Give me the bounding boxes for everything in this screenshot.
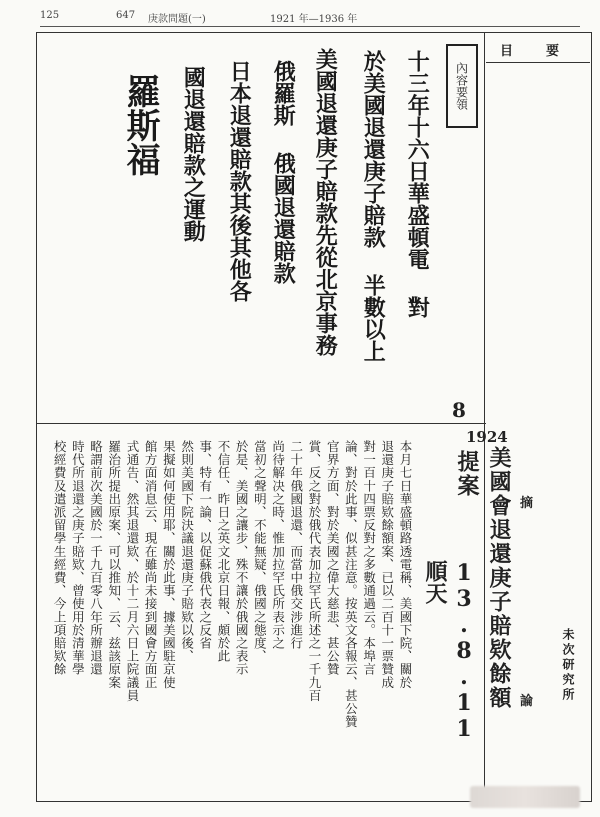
institute-stamp: 未次研究所 — [561, 628, 575, 703]
sidebar-header — [486, 34, 590, 63]
article-column: 不信任、昨日之英文北京日報、頗於此 — [215, 440, 231, 663]
sidebar-label-lun: 論 — [520, 694, 534, 709]
document-number: 647 — [116, 10, 136, 21]
sidebar-label-yao: 要 — [546, 44, 560, 59]
summary-stamp — [446, 44, 478, 128]
article-title-line-2: 提案 — [454, 450, 480, 498]
handwritten-signature: 羅斯福 — [120, 74, 161, 176]
article-column: 當初之聲明、不能無疑、俄國之態度、 — [252, 440, 268, 663]
article-column: 尚待解决之時、惟加拉罕氏所表示之 — [270, 440, 286, 650]
article-column: 論、對於此事、似甚注意。按英文各報云、甚公贊 — [343, 440, 359, 729]
article-title-line-1: 美國會退還庚子賠欵餘額 — [486, 446, 512, 710]
period-range: 1921 年—1936 年 — [270, 14, 358, 25]
date-note: 13.8.11順天 — [422, 560, 477, 742]
article-column: 果擬如何使用耶、關於此事、據美國駐京使 — [161, 440, 177, 689]
article-column: 本月七日華盛頓路透電稱、美國下院、關於 — [398, 440, 413, 689]
article-body — [44, 440, 414, 785]
article-column: 事、特有一論、以促蘇俄代表之反省 — [197, 440, 213, 650]
section-divider — [36, 423, 486, 424]
handwritten-line-5: 日本退還賠款其後其他各 — [226, 60, 253, 302]
handwritten-line-1: 十三年十六日華盛頓電 對 — [404, 50, 431, 318]
handwritten-line-6: 國退還賠款之運動 — [180, 66, 207, 242]
article-column: 館方面消息云、現在雖尚未接到國會方面正 — [143, 440, 159, 689]
handwritten-mark: 8 — [452, 398, 466, 422]
sidebar-label-zhai: 摘 — [520, 496, 534, 511]
article-column: 賞、反之對於俄代表加拉罕氏所述之一千九百 — [306, 440, 322, 702]
article-column: 略謂前次美國於一千九百零八年所辦退還 — [88, 440, 104, 676]
handwritten-line-3: 美國退還庚子賠款先從北京事務 — [312, 48, 339, 356]
article-column: 校經費及遣派留學生經費、今上項賠欵餘 — [52, 440, 68, 676]
watermark-bar — [470, 786, 580, 808]
page-header — [40, 8, 580, 27]
article-column: 然則美國下院決議退還庚子賠欵以後、 — [179, 440, 195, 663]
sidebar-label-mu: 目 — [500, 44, 514, 59]
page-number: 125 — [40, 10, 60, 21]
handwritten-line-4: 俄羅斯 俄國退還賠款 — [270, 60, 297, 284]
article-column: 於是、美國之讓步、殊不讓於俄國之表示 — [234, 440, 250, 676]
article-column: 二十年俄國退還、而當中俄交涉進行 — [288, 440, 304, 650]
summary-stamp-text: 內容要領 — [454, 62, 469, 110]
article-column: 羅治所提出原案、可以推知、云、兹該原案 — [106, 440, 122, 689]
article-column: 官界方面、對於美國之偉大慈悲、甚公贊 — [325, 440, 341, 676]
article-column: 式通告、然其退還欵、於十二月六日上院議員 — [124, 440, 140, 702]
handwritten-line-2: 於美國退還庚子賠款 半數以上 — [360, 50, 387, 362]
year-note: 1924 — [466, 428, 508, 446]
article-column: 對一百十四票反對之多數通過云。本埠言 — [361, 440, 377, 676]
article-column: 退還庚子賠欵餘額案、已以二百十一票贊成 — [379, 440, 395, 689]
volume-title: 庚款問題(一) — [148, 14, 206, 25]
article-column: 時代所退還之庚子賠欵、曾使用於清華學 — [70, 440, 86, 676]
